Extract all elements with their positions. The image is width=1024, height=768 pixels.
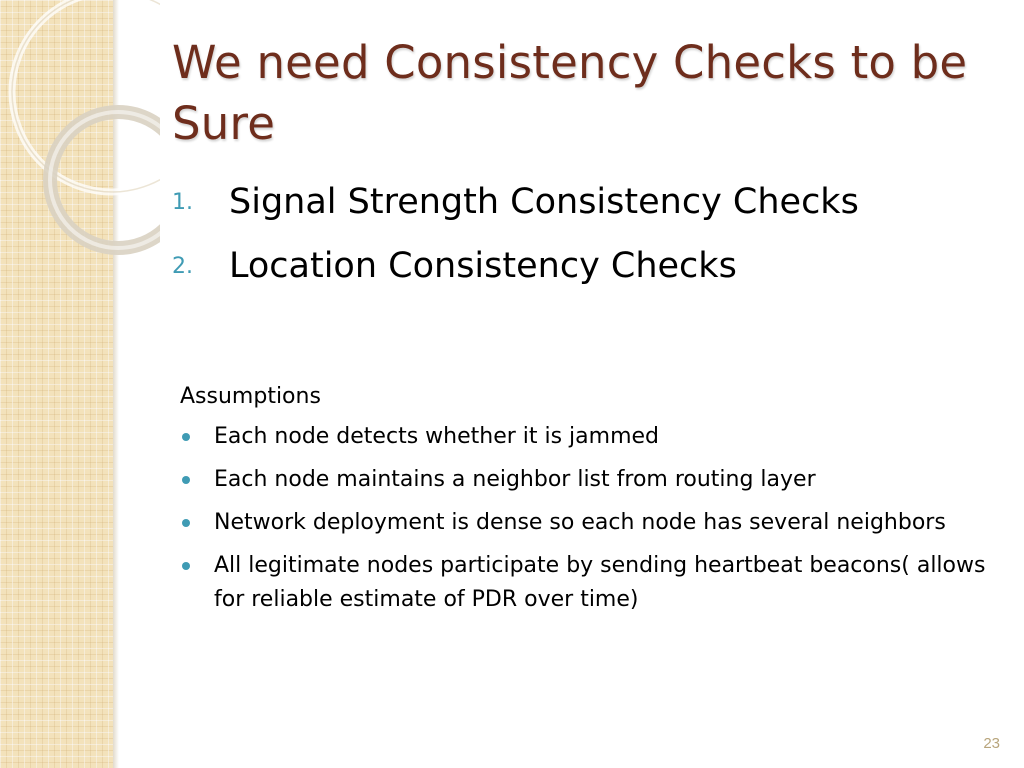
list-item-text: Location Consistency Checks <box>229 246 737 286</box>
assumptions-section <box>180 378 1000 626</box>
slide-title: We need Consistency Checks to be Sure <box>172 36 968 150</box>
bullet-dot-icon <box>182 519 190 527</box>
bullet-item <box>180 549 1000 617</box>
assumptions-heading: Assumptions <box>180 384 321 409</box>
bullet-item <box>180 463 1000 497</box>
bullet-text: Each node detects whether it is jammed <box>214 424 660 449</box>
bullet-item <box>180 506 1000 540</box>
list-item <box>172 234 859 298</box>
bullet-text: Each node maintains a neighbor list from routing layer <box>214 467 816 492</box>
page-number: 23 <box>983 735 1000 752</box>
list-item-text: Signal Strength Consistency Checks <box>229 182 859 222</box>
bullet-dot-icon <box>182 476 190 484</box>
bullet-dot-icon <box>182 562 190 570</box>
bullet-text: Network deployment is dense so each node has several neighbors <box>214 510 946 535</box>
consistency-checks-list <box>172 170 859 298</box>
decorative-rings-graphic <box>0 0 160 260</box>
assumptions-bullet-list <box>180 420 1000 617</box>
list-item-number: 2. <box>172 253 193 279</box>
bullet-text: All legitimate nodes participate by sending heartbeat beacons( allows for reliable estimate of PDR over time) <box>214 553 986 612</box>
bullet-dot-icon <box>182 433 190 441</box>
list-item <box>172 170 859 234</box>
list-item-number: 1. <box>172 189 193 215</box>
bullet-item <box>180 420 1000 454</box>
